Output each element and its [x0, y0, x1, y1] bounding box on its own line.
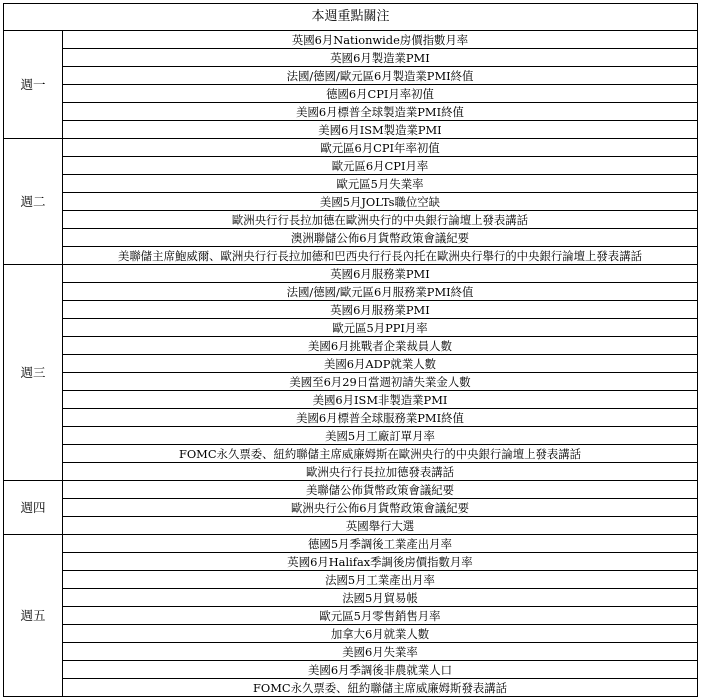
- event-row: [4, 247, 698, 265]
- event-row: [4, 607, 698, 625]
- event-row: [4, 229, 698, 247]
- event-cell: 歐洲央行公佈6月貨幣政策會議紀要: [63, 499, 698, 517]
- event-row: [4, 445, 698, 463]
- event-row: [4, 643, 698, 661]
- event-cell: 法國/德國/歐元區6月服務業PMI終值: [63, 283, 698, 301]
- event-cell: 歐元區6月CPI月率: [63, 157, 698, 175]
- event-cell: 法國5月貿易帳: [63, 589, 698, 607]
- event-row: [4, 283, 698, 301]
- day-label: 週一: [4, 31, 63, 139]
- event-row: [4, 139, 698, 157]
- event-row: [4, 679, 698, 697]
- event-cell: 德國6月CPI月率初值: [63, 85, 698, 103]
- event-row: [4, 211, 698, 229]
- event-cell: 美國6月失業率: [63, 643, 698, 661]
- event-row: [4, 301, 698, 319]
- event-cell: 美國至6月29日當週初請失業金人數: [63, 373, 698, 391]
- event-cell: 美國6月ADP就業人數: [63, 355, 698, 373]
- event-row: [4, 49, 698, 67]
- event-cell: 美國5月JOLTs職位空缺: [63, 193, 698, 211]
- day-label: 週二: [4, 139, 63, 265]
- day-label: 週五: [4, 535, 63, 697]
- event-row: [4, 157, 698, 175]
- event-row: [4, 625, 698, 643]
- event-row: [4, 427, 698, 445]
- event-cell: 美聯儲公佈貨幣政策會議紀要: [63, 481, 698, 499]
- event-row: [4, 265, 698, 283]
- event-cell: 歐洲央行行長拉加德發表講話: [63, 463, 698, 481]
- day-label: 週四: [4, 481, 63, 535]
- event-row: [4, 85, 698, 103]
- event-row: [4, 193, 698, 211]
- event-row: [4, 571, 698, 589]
- event-cell: 英國6月製造業PMI: [63, 49, 698, 67]
- event-cell: 美國6月挑戰者企業裁員人數: [63, 337, 698, 355]
- title-row: [4, 4, 698, 31]
- event-cell: 歐洲央行行長拉加德在歐洲央行的中央銀行論壇上發表講話: [63, 211, 698, 229]
- event-row: [4, 175, 698, 193]
- event-row: [4, 67, 698, 85]
- event-row: [4, 121, 698, 139]
- event-cell: 英國舉行大選: [63, 517, 698, 535]
- event-row: [4, 661, 698, 679]
- event-cell: 澳洲聯儲公佈6月貨幣政策會議紀要: [63, 229, 698, 247]
- event-row: [4, 337, 698, 355]
- event-cell: 美國6月ISM非製造業PMI: [63, 391, 698, 409]
- event-row: [4, 589, 698, 607]
- event-cell: 歐元區5月失業率: [63, 175, 698, 193]
- event-row: [4, 103, 698, 121]
- event-row: [4, 391, 698, 409]
- day-label: 週三: [4, 265, 63, 481]
- event-row: [4, 499, 698, 517]
- event-row: [4, 481, 698, 499]
- event-cell: 英國6月Halifax季調後房價指數月率: [63, 553, 698, 571]
- event-row: [4, 373, 698, 391]
- event-cell: 法國5月工業產出月率: [63, 571, 698, 589]
- event-cell: 英國6月Nationwide房價指數月率: [63, 31, 698, 49]
- event-cell: FOMC永久票委、紐約聯儲主席威廉姆斯在歐洲央行的中央銀行論壇上發表講話: [63, 445, 698, 463]
- event-row: [4, 463, 698, 481]
- event-cell: 美聯儲主席鮑威爾、歐洲央行行長拉加德和巴西央行行長內托在歐洲央行舉行的中央銀行論壇上發表講話: [63, 247, 698, 265]
- event-row: [4, 409, 698, 427]
- event-row: [4, 517, 698, 535]
- event-row: [4, 355, 698, 373]
- event-row: [4, 553, 698, 571]
- event-cell: 歐元區6月CPI年率初值: [63, 139, 698, 157]
- event-cell: FOMC永久票委、紐約聯儲主席威廉姆斯發表講話: [63, 679, 698, 697]
- event-cell: 英國6月服務業PMI: [63, 265, 698, 283]
- weekly-focus-table: [3, 3, 698, 697]
- event-cell: 美國6月ISM製造業PMI: [63, 121, 698, 139]
- event-row: [4, 535, 698, 553]
- event-row: [4, 319, 698, 337]
- event-cell: 美國6月標普全球服務業PMI終值: [63, 409, 698, 427]
- event-cell: 法國/德國/歐元區6月製造業PMI終值: [63, 67, 698, 85]
- event-cell: 英國6月服務業PMI: [63, 301, 698, 319]
- event-row: [4, 31, 698, 49]
- event-cell: 美國6月季調後非農就業人口: [63, 661, 698, 679]
- event-cell: 加拿大6月就業人數: [63, 625, 698, 643]
- table-title: 本週重點關注: [4, 4, 698, 31]
- event-cell: 美國5月工廠訂單月率: [63, 427, 698, 445]
- event-cell: 歐元區5月PPI月率: [63, 319, 698, 337]
- event-cell: 德國5月季調後工業產出月率: [63, 535, 698, 553]
- event-cell: 美國6月標普全球製造業PMI終值: [63, 103, 698, 121]
- event-cell: 歐元區5月零售銷售月率: [63, 607, 698, 625]
